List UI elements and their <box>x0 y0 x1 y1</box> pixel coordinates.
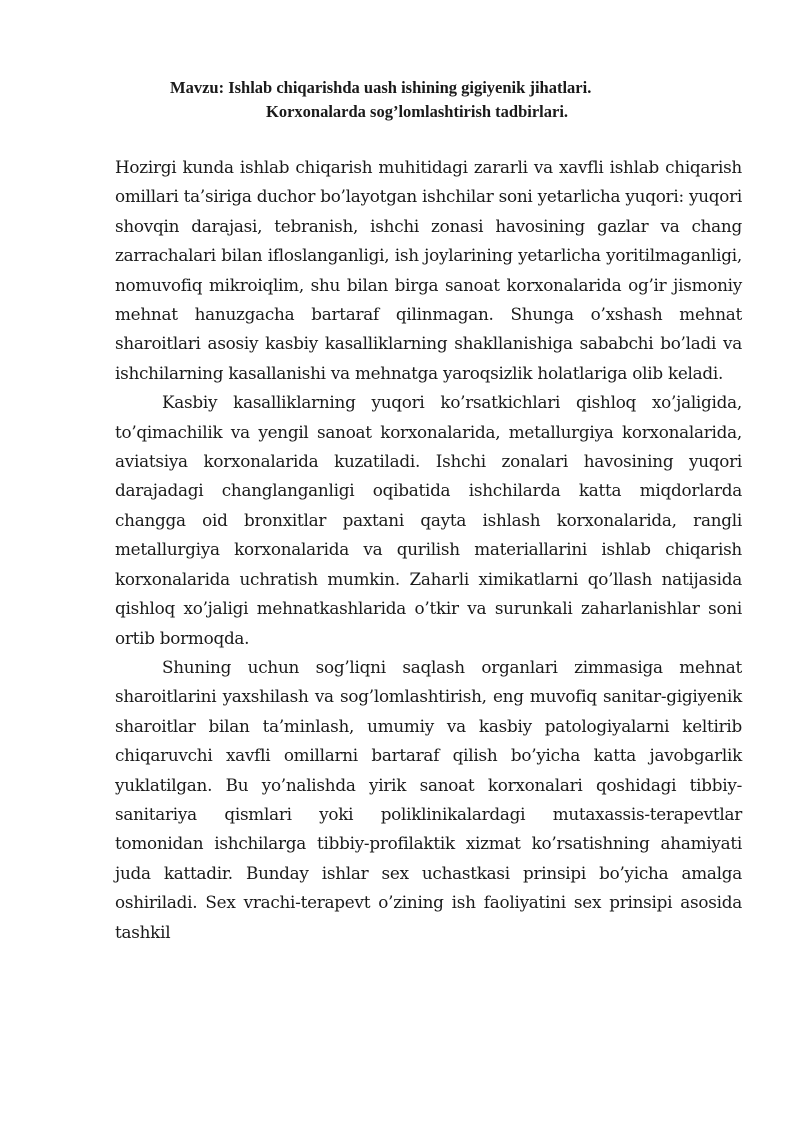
title-line-2: Korxonalarda sog’lomlashtirish tadbirlari. <box>266 102 569 121</box>
document-body <box>115 153 742 947</box>
paragraph-1: Hozirgi kunda ishlab chiqarish muhitidagi zararli va xavfli ishlab chiqarish omillari ta’siriga duchor bo’layotgan ishchilar soni yetarlicha yuqori: yuqori shovqin darajasi, tebranish, ishchi zonasi havosining gazlar va chang zarrachalari bilan ifloslanganligi, ish joylarining yetarlicha yoritilmaganligi, nomuvofiq mikroiqlim, shu bilan birga sanoat korxonalarida og’ir jismoniy mehnat hanuzgacha bartaraf qilinmagan. Shunga o’xshash mehnat sharoitlari asosiy kasbiy kasalliklarning shakllanishiga sababchi bo’ladi va ishchilarning kasallanishi va mehnatga yaroqsizlik holatlariga olib keladi. <box>115 157 742 383</box>
paragraph-2: Kasbiy kasalliklarning yuqori ko’rsatkichlari qishloq xo’jaligida, to’qimachilik va yengil sanoat korxonalarida, metallurgiya korxonalarida, aviatsiya korxonalarida kuzatiladi. Ishchi zonalari havosining yuqori darajadagi changlanganligi oqibatida ishchilarda katta miqdorlarda changga oid bronxitlar paxtani qayta ishlash korxonalarida, rangli metallurgiya korxonalarida va qurilish materiallarini ishlab chiqarish korxonalarida uchratish mumkin. Zaharli ximikatlarni qo’llash natijasida qishloq xo’jaligi mehnatkashlarida o’tkir va surunkali zaharlanishlar soni ortib bormoqda. <box>115 392 742 648</box>
paragraph-3: Shuning uchun sog’liqni saqlash organlari zimmasiga mehnat sharoitlarini yaxshilash va sog’lomlashtirish, eng muvofiq sanitar-gigiyenik sharoitlar bilan ta’minlash, umumiy va kasbiy patologiyalarni keltirib chiqaruvchi xavfli omillarni bartaraf qilish bo’yicha katta javobgarlik yuklatilgan. Bu yo’nalishda yirik sanoat korxonalari qoshidagi tibbiy-sanitariya qismlari yoki poliklinikalardagi mutaxassis-terapevtlar tomonidan ishchilarga tibbiy-profilaktik xizmat ko’rsatishning ahamiyati juda kattadir. Bunday ishlar sex uchastkasi prinsipi bo’yicha amalga oshiriladi. Sex vrachi-terapevt o’zining ish faoliyatini sex prinsipi asosida tashkil <box>115 656 742 942</box>
title-line-1: Mavzu: Ishlab chiqarishda uash ishining gigiyenik jihatlari. <box>170 78 592 97</box>
